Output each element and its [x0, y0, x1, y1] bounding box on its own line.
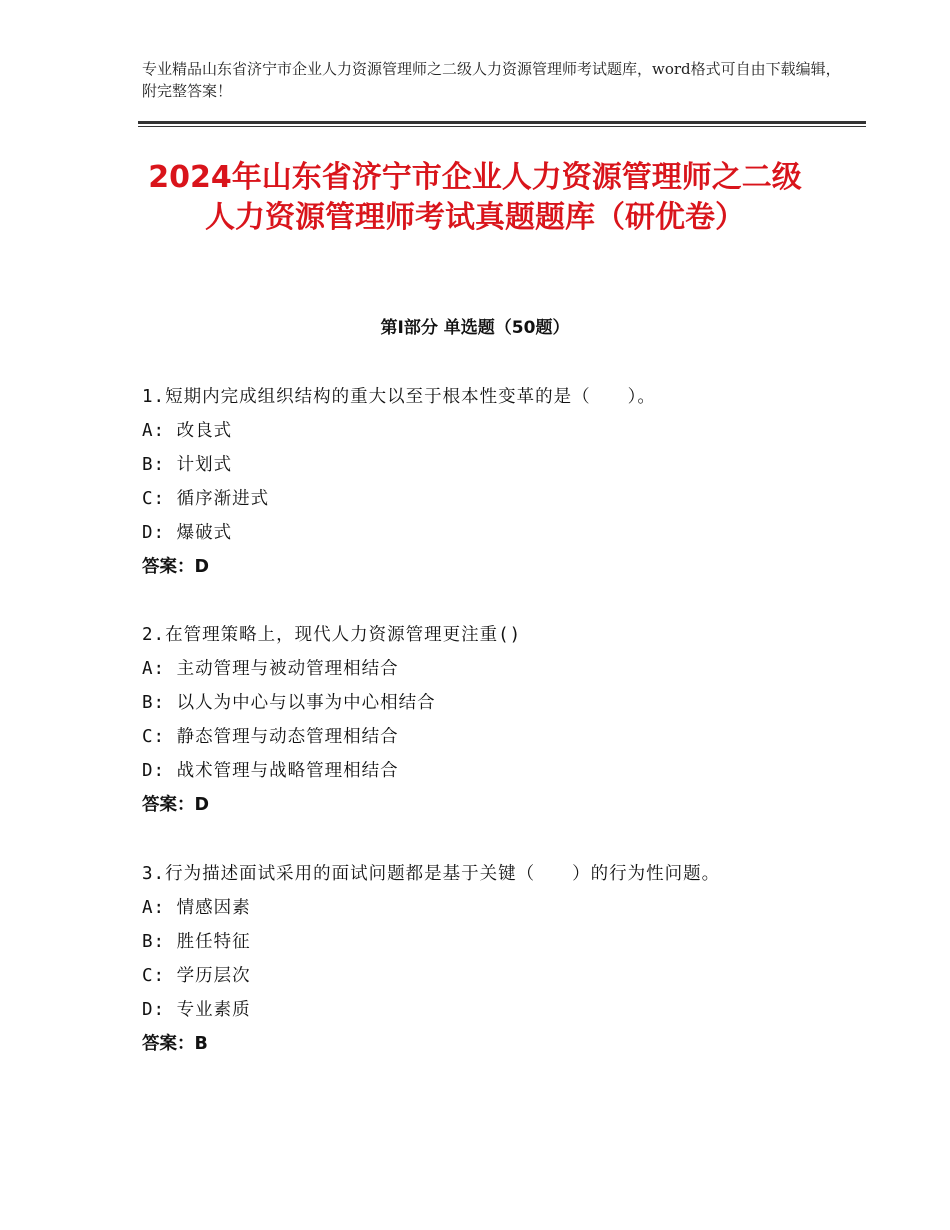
header-divider-thick	[138, 121, 866, 124]
answer-label: 答案：B	[142, 1034, 208, 1054]
option-c: C: 静态管理与动态管理相结合	[142, 727, 399, 747]
question-stem: 3.行为描述面试采用的面试问题都是基于关键（ ）的行为性问题。	[142, 864, 721, 884]
option-c: C: 学历层次	[142, 966, 251, 986]
option-b: B: 胜任特征	[142, 932, 251, 952]
question-stem: 2.在管理策略上，现代人力资源管理更注重()	[142, 625, 522, 645]
option-a: A: 情感因素	[142, 898, 251, 918]
header-divider-thin	[138, 126, 866, 127]
header-note: 专业精品山东省济宁市企业人力资源管理师之二级人力资源管理师考试题库，word格式可自由下载编辑，附完整答案！	[142, 60, 841, 100]
option-d: D: 专业素质	[142, 1000, 251, 1020]
question-stem: 1.短期内完成组织结构的重大以至于根本性变革的是（ ）。	[142, 387, 656, 407]
option-d: D: 爆破式	[142, 523, 233, 543]
option-a: A: 主动管理与被动管理相结合	[142, 659, 399, 679]
answer-label: 答案：D	[142, 795, 210, 815]
question-3	[142, 857, 822, 1061]
section-heading: 第Ⅰ部分 单选题（50题）	[380, 318, 570, 338]
option-c: C: 循序渐进式	[142, 489, 270, 509]
option-b: B: 计划式	[142, 455, 233, 475]
document-title: 2024年山东省济宁市企业人力资源管理师之二级人力资源管理师考试真题题库（研优卷）	[148, 160, 802, 235]
question-1	[142, 380, 822, 584]
question-2	[142, 618, 822, 822]
option-a: A: 改良式	[142, 421, 233, 441]
answer-label: 答案：D	[142, 557, 210, 577]
option-b: B: 以人为中心与以事为中心相结合	[142, 693, 436, 713]
option-d: D: 战术管理与战略管理相结合	[142, 761, 399, 781]
